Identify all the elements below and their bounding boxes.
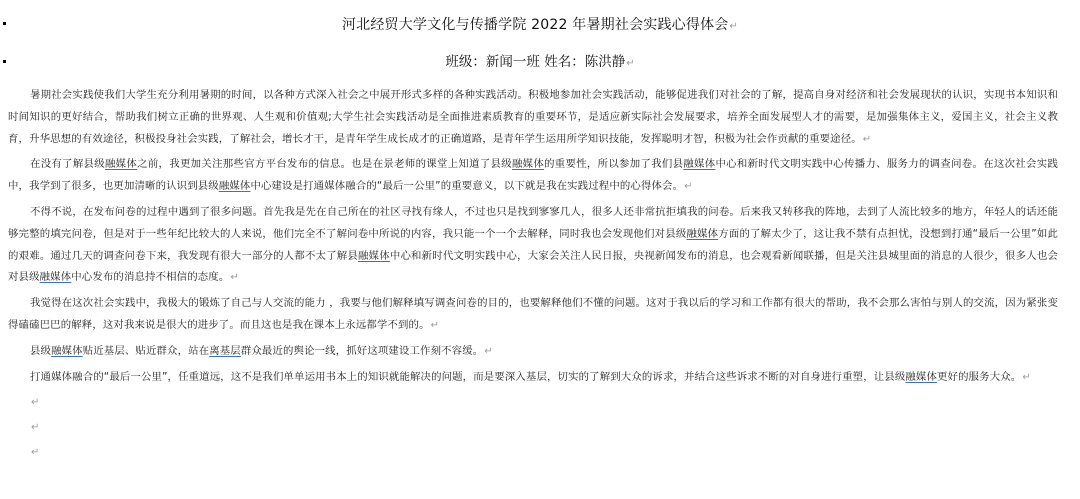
paragraph-mark-icon: ↵ bbox=[430, 319, 440, 331]
spellcheck-underlined-term: 融媒体 bbox=[358, 249, 390, 262]
paragraph-mark-icon: ↵ bbox=[484, 345, 493, 357]
title-text: 河北经贸大学文化与传播学院 2022 年暑期社会实践心得体会 bbox=[341, 17, 729, 33]
paragraph-mark-icon: ↵ bbox=[230, 272, 239, 284]
spellcheck-underlined-term: 融媒体 bbox=[51, 344, 83, 357]
body-paragraph bbox=[8, 85, 1058, 150]
document-subtitle bbox=[0, 50, 1080, 70]
paragraph-text-run: 暑期社会实践使我们大学生充分利用暑期的时间，以各种方式深入社会之中展开形式多样的各种实践活动。积极地参加社会实践活动，能够促进我们对社会的了解，提高自身对经济和社会发展现状的认识，实现书本知识和时间知识的更好结合，帮助我们树立正确的世界观、人生观和价值观;大学生社会实践活动是全面推进素质教育的重要环节，是适应新实际社会发展要求，培养全面发展型人才的需要，是加强集体主义，爱国主义，社会主义教育，升华思想的有效途径，积极投身社会实践，了解社会，增长才干，是青年学生成长成才的正确道路，是青年学生运用所学知识技能，发挥聪明才智，积极为社会作贡献的重要途径。 bbox=[8, 89, 1058, 145]
paragraph-mark-icon: ↵ bbox=[31, 422, 40, 434]
paragraph-text-run: 的重要性，所以参加了我们县 bbox=[544, 158, 684, 171]
paragraph-mark-icon: ↵ bbox=[1022, 371, 1031, 383]
empty-paragraph bbox=[8, 442, 1058, 463]
subtitle-text: 班级：新闻一班 姓名：陈洪静 bbox=[445, 54, 626, 70]
paragraph-mark-icon: ↵ bbox=[684, 181, 693, 193]
document-title bbox=[0, 14, 1080, 34]
spellcheck-underlined-term: 融媒体 bbox=[104, 158, 138, 171]
paragraph-mark-icon: ↵ bbox=[31, 397, 40, 409]
spellcheck-underlined-term: 融媒体 bbox=[686, 227, 719, 240]
empty-paragraph bbox=[8, 392, 1058, 413]
body-paragraph bbox=[8, 293, 1058, 337]
paragraph-mark-icon: ↵ bbox=[729, 21, 739, 32]
document-body[interactable] bbox=[8, 85, 1058, 467]
paragraph-text-run: 之前，我更加关注那些官方平台发布的信息。也是在景老师的课堂上知道了县级 bbox=[137, 158, 512, 171]
spellcheck-underlined-term: 融媒体 bbox=[218, 180, 251, 193]
paragraph-text-run: 在没有了解县级 bbox=[30, 158, 105, 171]
spellcheck-underlined-term: 离基层 bbox=[209, 344, 241, 357]
paragraph-text-run: 打通媒体融合的“最后一公里”，任重道远，这不是我们单单运用书本上的知识就能解决的问题，而是要深入基层，切实的了解到大众的诉求，并结合这些诉求不断的对自身进行重塑，让县级 bbox=[30, 370, 906, 383]
paragraph-text-run: 中心和新时代文明实践中心，大家会关注人民日报，央视新闻发布的消息，也会观看新闻联播，但是关注县城里面的消息的人很少，很多人也会对县级 bbox=[8, 249, 1058, 284]
paragraph-mark-icon: ↵ bbox=[862, 133, 872, 145]
paragraph-mark-icon: ↵ bbox=[31, 447, 40, 459]
body-paragraph bbox=[8, 367, 1058, 389]
paragraph-text-run: 群众最近的舆论一线，抓好这项建设工作刻不容缓。 bbox=[240, 344, 484, 357]
paragraph-text-run: 贴近基层、贴近群众，站在 bbox=[82, 344, 210, 357]
paragraph-text-run: 方面的了解太少了，这让我不禁有点担忧，没想到打通“最后一公里”如此的艰难。通过几天的调查问卷下来，我发现有很大一部分的人都不太了解县 bbox=[8, 227, 1059, 262]
spellcheck-underlined-term: 融媒体 bbox=[683, 158, 716, 171]
spellcheck-underlined-term: 融媒体 bbox=[905, 370, 938, 383]
paragraph-text-run: 更好的服务大众。 bbox=[937, 370, 1022, 383]
paragraph-text-run: 中心发布的消息持不相信的态度。 bbox=[71, 271, 230, 284]
body-paragraph bbox=[8, 154, 1058, 198]
paragraph-mark-icon: ↵ bbox=[626, 58, 635, 69]
spellcheck-underlined-term: 融媒体 bbox=[39, 271, 72, 284]
spellcheck-underlined-term: 融媒体 bbox=[511, 158, 545, 171]
empty-paragraph bbox=[8, 417, 1058, 438]
paragraph-text-run: 县级 bbox=[30, 344, 52, 357]
body-paragraph bbox=[8, 202, 1058, 289]
paragraph-text-run: 中心和新时代文明实践中心传播力、服务力的调查问卷。在这次社会实践中，我学到了很多，也更加清晰的认识到县级 bbox=[8, 158, 1059, 193]
paragraph-text-run: 不得不说，在发布问卷的过程中遇到了很多问题。首先我是先在自己所在的社区寻找有缘人，不过也只是找到寥寥几人，很多人还非常抗拒填我的问卷。后来我又转移我的阵地，去到了人流比较多的地方，年轻人的话还能够完整的填完问卷，但是对于一些年纪比较大的人来说，他们完全不了解问卷中所说的内容，我只能一个一个去解释，同时我也会发现他们对县级 bbox=[8, 205, 1058, 240]
paragraph-text-run: 中心建设是打通媒体融合的“最后一公里”的重要意义，以下就是我在实践过程中的心得体会。 bbox=[250, 180, 684, 193]
body-paragraph bbox=[8, 341, 1058, 363]
paragraph-text-run: 我觉得在这次社会实践中，我极大的锻炼了自己与人交流的能力 ，我要与他们解释填写调查问卷的目的，也要解释他们不懂的问题。这对于我以后的学习和工作都有很大的帮助，我不会那么害怕与别人的交流，因为紧张变得磕磕巴巴的解释，这对我来说是很大的进步了。而且这也是我在课本上永远都学不到的。 bbox=[8, 297, 1058, 331]
